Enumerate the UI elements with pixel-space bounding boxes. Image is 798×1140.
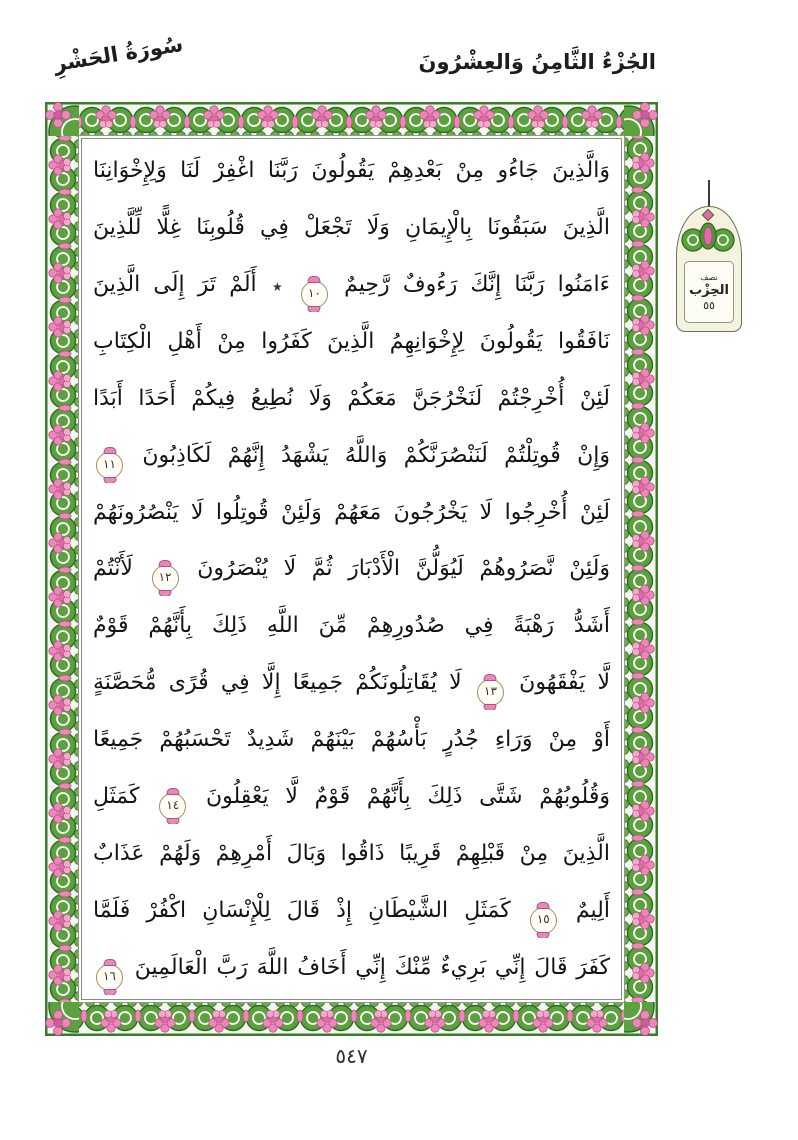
decorative-frame <box>45 102 658 1036</box>
rub-el-hizb-star-icon: ٭ <box>271 273 283 298</box>
quran-line: وَالَّذِينَ جَاءُو مِنْ بَعْدِهِمْ يَقُولُونَ رَبَّنَا اغْفِرْ لَنَا وَلِإِخْوَانِنَا <box>93 158 610 183</box>
quran-line: الَّذِينَ سَبَقُونَا بِالْإِيمَانِ وَلَا تَجْعَلْ فِي قُلُوبِنَا غِلًّا لِّلَّذِينَ <box>93 214 610 240</box>
quran-line: لَئِنْ أُخْرِجُوا لَا يَخْرُجُونَ مَعَهُمْ وَلَئِنْ قُوتِلُوا لَا يَنْصُرُونَهُمْ <box>93 499 610 525</box>
ayah-end-marker: ١٦ <box>96 964 123 991</box>
floral-border-top-icon <box>79 102 624 136</box>
ayah-end-marker: ١٤ <box>159 793 186 820</box>
hizb-nisf-label: نصف <box>700 272 718 282</box>
text-box <box>81 138 622 1000</box>
hizb-marker-panel <box>684 261 734 323</box>
quran-line: وَإِنْ قُوتِلْتُمْ لَنَنْصُرَنَّكُمْ وَاللَّهُ يَشْهَدُ إِنَّهُمْ لَكَاذِبُونَ ١١ <box>93 428 610 483</box>
quran-line: وَقُلُوبُهُمْ شَتَّى ذَلِكَ بِأَنَّهُمْ قَوْمٌ لَّا يَعْقِلُونَ ١٤ كَمَثَلِ <box>93 769 610 824</box>
hizb-marker <box>676 180 742 332</box>
hizb-number: ٥٥ <box>703 298 715 312</box>
quran-line: لَئِنْ أُخْرِجْتُمْ لَنَخْرُجَنَّ مَعَكُمْ وَلَا نُطِيعُ فِيكُمْ أَحَدًا أَبَدًا <box>93 385 610 411</box>
quran-line: أَلِيمٌ ١٥ كَمَثَلِ الشَّيْطَانِ إِذْ قَالَ لِلْإِنْسَانِ اكْفُرْ فَلَمَّا <box>93 883 610 938</box>
quran-line: أَوْ مِنْ وَرَاءِ جُدُرٍ بَأْسُهُمْ بَيْنَهُمْ شَدِيدٌ تَحْسَبُهُمْ جَمِيعًا <box>93 727 610 753</box>
floral-corner-icon <box>45 1002 79 1036</box>
quran-line: كَفَرَ قَالَ إِنِّي بَرِيءٌ مِّنْكَ إِنِّي أَخَافُ اللَّهَ رَبَّ الْعَالَمِينَ ١٦ <box>93 940 610 995</box>
quran-line: ءَامَنُوا رَبَّنَا إِنَّكَ رَءُوفٌ رَّحِيمٌ ١٠ ٭ أَلَمْ تَرَ إِلَى الَّذِينَ <box>93 257 610 312</box>
quran-line: لَّا يَفْقَهُونَ ١٣ لَا يُقَاتِلُونَكُمْ جَمِيعًا إِلَّا فِي قُرًى مُّحَصَّنَةٍ <box>93 655 610 710</box>
hizb-word-label: الحِزْب <box>689 282 729 298</box>
surah-title: سُورَةُ الحَشْرِ <box>52 31 185 76</box>
page-number: ٥٤٧ <box>335 1044 368 1068</box>
floral-corner-icon <box>624 102 658 136</box>
floral-corner-icon <box>45 102 79 136</box>
quran-line: نَافَقُوا يَقُولُونَ لِإِخْوَانِهِمُ الَّذِينَ كَفَرُوا مِنْ أَهْلِ الْكِتَابِ <box>93 328 610 354</box>
quran-line: أَشَدُّ رَهْبَةً فِي صُدُورِهِمْ مِّنَ اللَّهِ ذَلِكَ بِأَنَّهُمْ قَوْمٌ <box>93 613 610 639</box>
ayah-end-marker: ١١ <box>96 452 123 479</box>
ayah-end-marker: ١٣ <box>477 679 504 706</box>
hizb-marker-dome <box>676 206 742 332</box>
floral-corner-icon <box>624 1002 658 1036</box>
ayah-end-marker: ١٢ <box>152 565 179 592</box>
quran-line: وَلَئِنْ نَّصَرُوهُمْ لَيُوَلُّنَّ الْأَدْبَارَ ثُمَّ لَا يُنْصَرُونَ ١٢ لَأَنْتُمْ <box>93 541 610 596</box>
hizb-ornament-icon <box>678 208 738 262</box>
hizb-marker-stem <box>708 180 710 208</box>
quran-lines <box>93 143 610 995</box>
ayah-end-marker: ١٠ <box>301 281 328 308</box>
floral-border-bottom-icon <box>79 1002 624 1036</box>
juz-title: الجُزْءُ الثَّامِنُ وَالعِشْرُونَ <box>418 50 656 74</box>
floral-border-right-icon <box>624 136 658 1002</box>
floral-border-left-icon <box>45 136 79 1002</box>
ayah-end-marker: ١٥ <box>530 907 557 934</box>
quran-line: الَّذِينَ مِنْ قَبْلِهِمْ قَرِيبًا ذَاقُوا وَبَالَ أَمْرِهِمْ وَلَهُمْ عَذَابٌ <box>93 841 610 867</box>
